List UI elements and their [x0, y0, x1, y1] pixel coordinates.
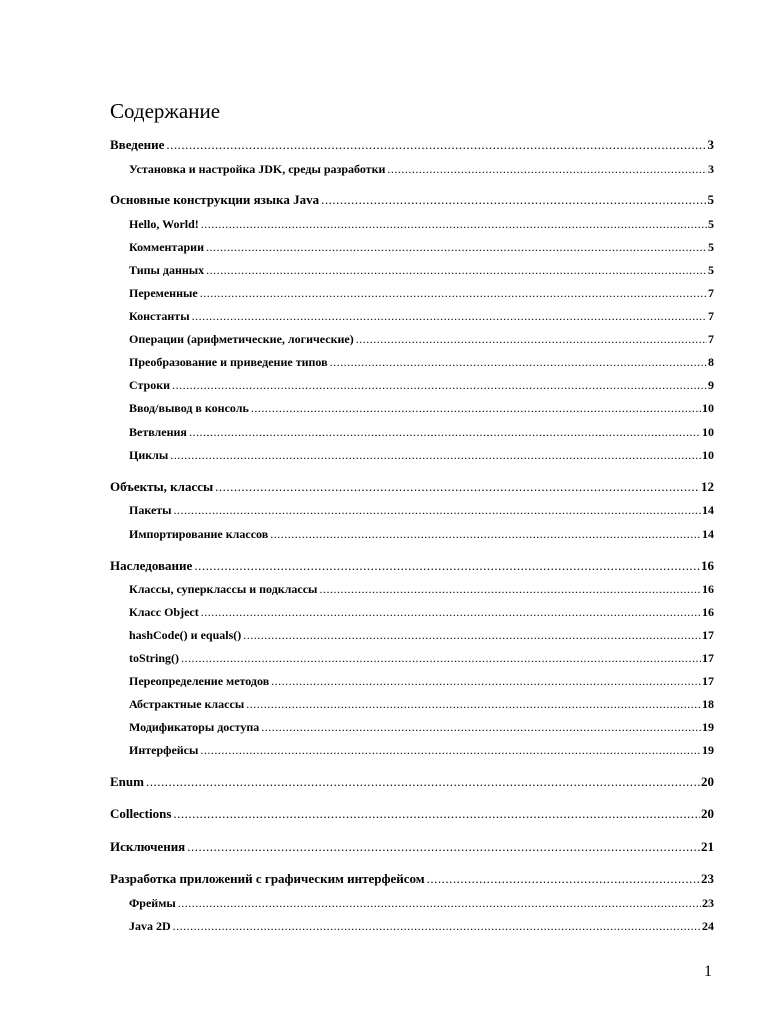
toc-dot-leader: [178, 895, 701, 912]
toc-section-entry[interactable]: [110, 191, 714, 209]
toc-entry-title: Строки: [129, 378, 171, 392]
toc-entry-title: Импортирование классов: [129, 527, 269, 541]
toc-entry-page-number: 18: [702, 697, 714, 711]
toc-dot-leader: [192, 308, 707, 325]
toc-subsection-entry[interactable]: [129, 285, 714, 302]
toc-entry-page-number: 5: [708, 240, 714, 254]
toc-entry-title: Типы данных: [129, 263, 205, 277]
toc-entry-title: Абстрактные классы: [129, 697, 245, 711]
toc-subsection-entry[interactable]: [129, 526, 714, 543]
toc-entry-page-number: 8: [708, 355, 714, 369]
toc-entry-page-number: 10: [702, 401, 714, 415]
toc-entry-title: Класс Object: [129, 605, 199, 619]
toc-subsection-entry[interactable]: [129, 719, 714, 736]
toc-dot-leader: [187, 838, 700, 856]
toc-dot-leader: [194, 557, 700, 575]
toc-entry-title: Ввод/вывод в консоль: [129, 401, 249, 415]
toc-subsection-entry[interactable]: [129, 239, 714, 256]
toc-entry-title: Операции (арифметические, логические): [129, 332, 354, 346]
toc-dot-leader: [215, 478, 700, 496]
toc-entry-title: Фреймы: [129, 896, 176, 910]
toc-section-entry[interactable]: [110, 870, 714, 888]
toc-subsection-entry[interactable]: [129, 400, 714, 417]
toc-dot-leader: [243, 627, 701, 644]
toc-dot-leader: [206, 262, 707, 279]
toc-entry-title: Наследование: [110, 558, 193, 573]
toc-entry-title: Установка и настройка JDK, среды разработки: [129, 162, 386, 176]
page-number: 1: [704, 963, 712, 980]
toc-entry-page-number: 10: [702, 448, 714, 462]
toc-dot-leader: [427, 870, 700, 888]
toc-entry-title: Переопределение методов: [129, 674, 270, 688]
toc-dot-leader: [356, 331, 707, 348]
toc-subsection-entry[interactable]: [129, 650, 714, 667]
toc-dot-leader: [251, 400, 701, 417]
toc-entry-page-number: 3: [707, 137, 714, 152]
toc-subsection-entry[interactable]: [129, 696, 714, 713]
toc-dot-leader: [246, 696, 701, 713]
toc-section-entry[interactable]: [110, 478, 714, 496]
toc-entry-page-number: 23: [702, 896, 714, 910]
toc-dot-leader: [181, 650, 701, 667]
toc-subsection-entry[interactable]: [129, 502, 714, 519]
toc-entry-page-number: 17: [702, 651, 714, 665]
toc-dot-leader: [271, 673, 701, 690]
toc-subsection-entry[interactable]: [129, 627, 714, 644]
toc-entry-title: Константы: [129, 309, 190, 323]
toc-entry-page-number: 19: [702, 720, 714, 734]
toc-subsection-entry[interactable]: [129, 604, 714, 621]
toc-dot-leader: [387, 161, 707, 178]
toc-subsection-entry[interactable]: [129, 262, 714, 279]
toc-dot-leader: [321, 191, 706, 209]
toc-section-entry[interactable]: [110, 773, 714, 791]
toc-entry-page-number: 9: [708, 378, 714, 392]
toc-subsection-entry[interactable]: [129, 331, 714, 348]
toc-entry-title: Объекты, классы: [110, 479, 214, 494]
toc-entry-page-number: 5: [707, 192, 714, 207]
toc-dot-leader: [146, 773, 700, 791]
toc-subsection-entry[interactable]: [129, 581, 714, 598]
toc-section-entry[interactable]: [110, 838, 714, 856]
toc-entry-page-number: 14: [702, 527, 714, 541]
toc-entry-page-number: 5: [708, 263, 714, 277]
toc-dot-leader: [261, 719, 701, 736]
toc-entry-title: Комментарии: [129, 240, 205, 254]
toc-subsection-entry[interactable]: [129, 377, 714, 394]
toc-dot-leader: [330, 354, 707, 371]
toc-entry-page-number: 12: [701, 479, 714, 494]
toc-dot-leader: [319, 581, 701, 598]
toc-entry-title: hashCode() и equals(): [129, 628, 242, 642]
toc-entry-page-number: 16: [702, 582, 714, 596]
toc-entry-page-number: 24: [702, 919, 714, 933]
toc-entry-page-number: 20: [701, 774, 714, 789]
toc-entry-page-number: 16: [701, 558, 714, 573]
toc-subsection-entry[interactable]: [129, 354, 714, 371]
toc-section-entry[interactable]: [110, 136, 714, 154]
toc-entry-page-number: 21: [701, 839, 714, 854]
toc-subsection-entry[interactable]: [129, 895, 714, 912]
toc-section-entry[interactable]: [110, 805, 714, 823]
toc-dot-leader: [174, 502, 701, 519]
toc-entry-page-number: 7: [708, 332, 714, 346]
toc-dot-leader: [200, 742, 701, 759]
toc-dot-leader: [170, 447, 701, 464]
toc-subsection-entry[interactable]: [129, 216, 714, 233]
toc-dot-leader: [201, 604, 701, 621]
toc-entry-title: Enum: [110, 774, 144, 789]
toc-entry-page-number: 17: [702, 628, 714, 642]
toc-entry-page-number: 3: [708, 162, 714, 176]
toc-subsection-entry[interactable]: [129, 447, 714, 464]
toc-entry-title: Основные конструкции языка Java: [110, 192, 320, 207]
toc-entry-title: Hello, World!: [129, 217, 199, 231]
toc-entry-title: Ветвления: [129, 425, 187, 439]
toc-entry-title: Модификаторы доступа: [129, 720, 260, 734]
toc-entry-page-number: 20: [701, 806, 714, 821]
toc-subsection-entry[interactable]: [129, 673, 714, 690]
toc-entry-title: Пакеты: [129, 503, 172, 517]
toc-entry-page-number: 5: [708, 217, 714, 231]
toc-entry-title: Collections: [110, 806, 172, 821]
toc-entry-page-number: 16: [702, 605, 714, 619]
toc-dot-leader: [173, 805, 700, 823]
toc-dot-leader: [201, 216, 707, 233]
toc-subsection-entry[interactable]: [129, 918, 714, 935]
toc-entry-title: Интерфейсы: [129, 743, 199, 757]
toc-heading: Содержание: [110, 99, 221, 123]
toc-section-entry[interactable]: [110, 557, 714, 575]
toc-subsection-entry[interactable]: [129, 742, 714, 759]
toc-dot-leader: [173, 918, 701, 935]
toc-entry-page-number: 14: [702, 503, 714, 517]
toc-entry-page-number: 7: [708, 309, 714, 323]
toc-entry-title: Переменные: [129, 286, 198, 300]
toc-dot-leader: [206, 239, 707, 256]
toc-entry-title: Введение: [110, 137, 165, 152]
toc-entry-title: Java 2D: [129, 919, 171, 933]
toc-subsection-entry[interactable]: [129, 424, 714, 441]
toc-entry-title: Исключения: [110, 839, 186, 854]
toc-entry-page-number: 7: [708, 286, 714, 300]
toc-entry-page-number: 23: [701, 871, 714, 886]
toc-entry-title: Классы, суперклассы и подклассы: [129, 582, 318, 596]
toc-dot-leader: [172, 377, 707, 394]
toc-dot-leader: [270, 526, 701, 543]
toc-entry-page-number: 10: [702, 425, 714, 439]
toc-entry-page-number: 17: [702, 674, 714, 688]
toc-dot-leader: [166, 136, 706, 154]
toc-entry-title: Циклы: [129, 448, 169, 462]
toc-entry-title: toString(): [129, 651, 179, 665]
toc-entry-title: Преобразование и приведение типов: [129, 355, 328, 369]
toc-subsection-entry[interactable]: [129, 308, 714, 325]
toc-dot-leader: [189, 424, 701, 441]
toc-entry-title: Разработка приложений с графическим интерфейсом: [110, 871, 425, 886]
toc-dot-leader: [200, 285, 707, 302]
toc-subsection-entry[interactable]: [129, 161, 714, 178]
toc-entry-page-number: 19: [702, 743, 714, 757]
